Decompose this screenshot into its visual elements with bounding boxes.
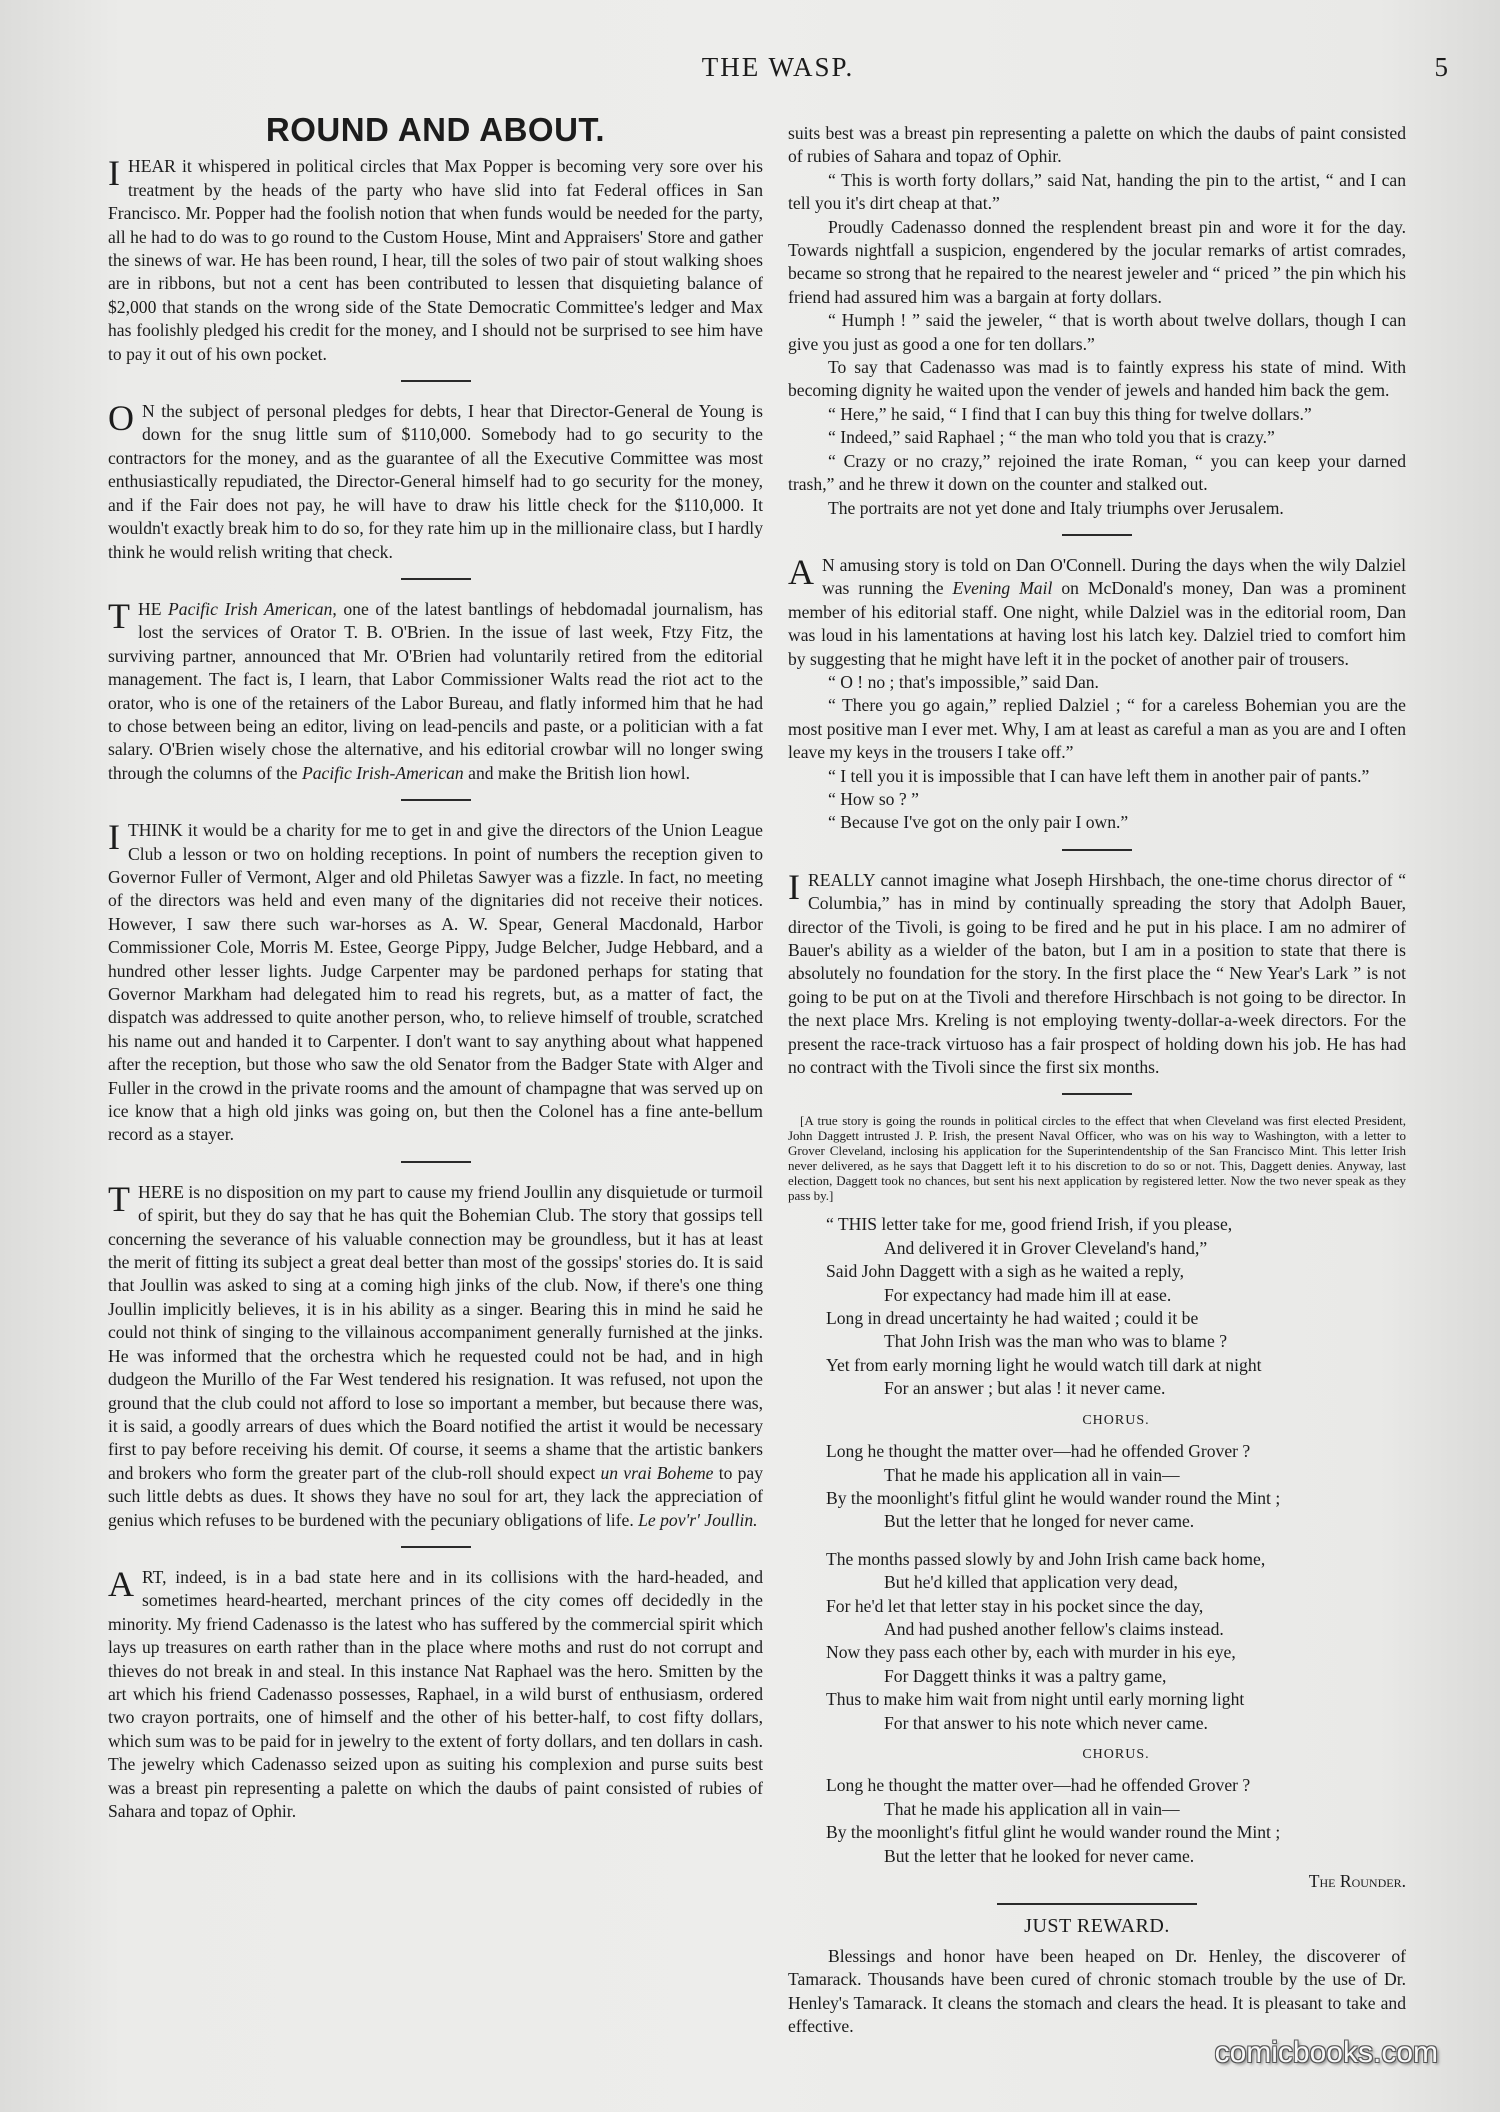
paragraph: The portraits are not yet done and Italy triumphs over Jerusalem. bbox=[828, 497, 1284, 518]
paragraph: “ How so ? ” bbox=[828, 788, 919, 809]
poem-note: [A true story is going the rounds in political circles to the effect that when Cleveland was first elected President, John Daggett intrusted J. P. Irish, the present Naval Officer, who was on his way to Washington, with a letter to Grover Cleveland, inclosing his application for the Superintendentship of the San Francisco Mint. This letter Irish never delivered, as he says that Daggett left it to his discretion to do so or not. This, Daggett denies. Anyway, last election, Daggett took no chances, but sent his next application by registered letter. Now the two never speak as they pass by.] bbox=[788, 1113, 1406, 1204]
item-hirshbach: IREALLY cannot imagine what Joseph Hirshbach, the one-time chorus director of “ Columbia,” has in mind by continually spreading the story that Adolph Bauer, director of the Tivoli, is going to be fired and he put in his place. I am no admirer of Bauer's ability as a wielder of the baton, but I am in a position to state that there is absolutely no foundation for the story. In the first place the “ New Year's Lark ” is not going to be put on at the Tivoli and therefore Hirschbach is not going to be director. In the next place Mrs. Kreling is not employing twenty-dollar-a-week directors. For the present the race-track virtuoso has a fair prospect of holding down his job. He has had no contract with the Tivoli since the first six months. bbox=[788, 866, 1406, 1078]
left-column bbox=[108, 111, 763, 1823]
poem-line: Thus to make him wait from night until early morning light bbox=[826, 1689, 1245, 1710]
chorus-label: CHORUS. bbox=[1082, 1412, 1150, 1428]
poem-line: Yet from early morning light he would watch till dark at night bbox=[826, 1354, 1262, 1375]
poem-line: Now they pass each other by, each with murder in his eye, bbox=[826, 1642, 1236, 1663]
poem-line: But he'd killed that application very dead, bbox=[884, 1572, 1178, 1593]
page-number: 5 bbox=[1434, 52, 1448, 82]
paragraph: “ O ! no ; that's impossible,” said Dan. bbox=[828, 671, 1099, 692]
poem-line: For expectancy had made him ill at ease. bbox=[884, 1284, 1172, 1305]
divider-rule bbox=[401, 380, 471, 382]
poem-line: For that answer to his note which never came. bbox=[884, 1712, 1208, 1733]
signature: The Rounder. bbox=[1308, 1871, 1406, 1891]
right-column bbox=[788, 122, 1406, 2038]
just-reward-title: JUST REWARD. bbox=[1024, 1915, 1170, 1938]
poem bbox=[826, 1213, 1406, 1868]
divider-rule bbox=[401, 1546, 471, 1548]
divider-rule bbox=[1062, 849, 1132, 851]
poem-line: Said John Daggett with a sigh as he waited a reply, bbox=[826, 1261, 1184, 1282]
paragraph: “ Humph ! ” said the jeweler, “ that is worth about twelve dollars, though I can give you just as good a one for ten dollars.” bbox=[788, 310, 1406, 354]
item-cadenasso: ART, indeed, is in a bad state here and in its collisions with the hard-headed, and sometimes heard-hearted, merchant princes of the city comes off decidedly in the minority. My friend Cadenasso is the latest who has suffered by the commercial spirit which lays up treasures on earth rather than in the place where moths and rust do not corrupt and thieves do not break in and steal. In this instance Nat Raphael was the hero. Smitten by the art which his friend Cadenasso possesses, Raphael, in a wild burst of enthusiasm, ordered two crayon portraits, one of himself and the other of his better-half, to cost fifty dollars, which sum was to be paid for in jewelry to the extent of forty dollars, and ten dollars in cash. The jewelry which Cadenasso seized upon as suiting his complexion and purse suits best was a breast pin representing a palette on which the daubs of paint consisted of rubies of Sahara and topaz of Ophir. bbox=[108, 1563, 763, 1821]
poem-line: But the letter that he longed for never came. bbox=[884, 1511, 1195, 1532]
item-oconnell: AN amusing story is told on Dan O'Connell. During the days when the wily Dalziel was running the Evening Mail on McDonald's money, Dan was a prominent member of his editorial staff. One night, while Dalziel was in the editorial room, Dan was loud in his lamentations at having lost his latch key. Dalziel tried to comfort him by suggesting that he might have left it in the pocket of another pair of trousers. bbox=[788, 551, 1406, 669]
paragraph: “ I tell you it is impossible that I can have left them in another pair of pants.” bbox=[828, 765, 1370, 786]
poem-line: For Daggett thinks it was a paltry game, bbox=[884, 1665, 1167, 1686]
poem-line: But the letter that he looked for never came. bbox=[884, 1845, 1195, 1866]
divider-rule bbox=[1062, 1093, 1132, 1095]
item-union-league: ITHINK it would be a charity for me to get in and give the directors of the Union League Club a lesson or two on holding receptions. In point of numbers the reception given to Governor Fuller of Vermont, Alger and old Philetas Sawyer was a fizzle. In fact, no meeting of the directors was held and even many of the dignitaries did not receive their notices. However, I saw there such war-horses as A. W. Spear, General Macdonald, Harbor Commissioner Cole, Morris M. Estee, George Pippy, Judge Belcher, Judge Hebbard, and a hundred other lesser lights. Judge Carpenter may be pardoned perhaps for stating that Governor Markham had delegated him to read his regrets, but, as a matter of fact, the dispatch was addressed to quite another person, who, to relieve himself of trouble, scratched his name out and handed it to Carpenter. I don't want to say anything about what happened after the reception, but those who saw the old Senator from the Badger State with Alger and Fuller in the crowd in the private rooms and the amount of champagne that was served up on ice know that a high old jinks was going on, but then the Colonel has a fine ante-bellum record as a stayer. bbox=[108, 817, 763, 1145]
paragraph: Proudly Cadenasso donned the resplendent breast pin and wore it for the day. Towards nightfall a suspicion, engendered by the jocular remarks of artist comrades, became so strong that he repaired to the nearest jeweler and “ priced ” the pin which his friend had assured him was a bargain at forty dollars. bbox=[788, 216, 1406, 307]
item-obrien: THE Pacific Irish American, one of the latest bantlings of hebdomadal journalism, has lost the services of Orator T. B. O'Brien. In the issue of last week, Ftzy Fitz, the surviving partner, announced that Mr. O'Brien had voluntarily retired from the editorial management. The fact is, I learn, that Labor Commissioner Walts read the riot act to the orator, who is one of the retainers of the Labor Bureau, and flatly informed him that he had to chose between being an editor, living on lead-pencils and paste, or a politician with a fat salary. O'Brien wisely chose the alternative, and his editorial crowbar will no longer swing through the columns of the Pacific Irish-American and make the British lion howl. bbox=[108, 595, 763, 783]
stanza-gap bbox=[826, 1534, 1406, 1548]
poem-line: And delivered it in Grover Cleveland's hand,” bbox=[884, 1237, 1208, 1258]
divider-rule bbox=[1062, 534, 1132, 536]
divider-rule bbox=[997, 1903, 1197, 1905]
section-title: ROUND AND ABOUT. bbox=[265, 111, 606, 148]
poem-line: The months passed slowly by and John Irish came back home, bbox=[826, 1548, 1266, 1569]
item-de-young: ON the subject of personal pledges for debts, I hear that Director-General de Young is down for the snug little sum of $110,000. Somebody had to go security to the contractors for the money, and as the guarantee of all the Executive Committee was most enthusiastically repudiated, the Director-General himself had to go security for the money, and if the Fair does not pay, he will have to draw his little check for the $110,000. It wouldn't exactly break him to do so, for they rate him up in the millionaire class, but I hardly think he would relish writing that check. bbox=[108, 398, 763, 562]
poem-line: By the moonlight's fitful glint he would wander round the Mint ; bbox=[826, 1822, 1281, 1843]
paragraph: “ Crazy or no crazy,” rejoined the irate Roman, “ you can keep your darned trash,” and he threw it down on the counter and stalked out. bbox=[788, 450, 1406, 495]
chorus-label: CHORUS. bbox=[1082, 1746, 1150, 1762]
divider-rule bbox=[401, 1161, 471, 1163]
poem-line: “ THIS letter take for me, good friend Irish, if you please, bbox=[826, 1214, 1233, 1235]
poem-line: That he made his application all in vain— bbox=[884, 1464, 1180, 1485]
cadenasso-continued: suits best was a breast pin representing a palette on which the daubs of paint consisted of rubies of Sahara and topaz of Ophir. bbox=[788, 123, 1406, 167]
poem-line: That John Irish was the man who was to blame ? bbox=[884, 1331, 1228, 1352]
paragraph: “ Here,” he said, “ I find that I can buy this thing for twelve dollars.” bbox=[828, 403, 1312, 424]
paragraph: “ Indeed,” said Raphael ; “ the man who told you that is crazy.” bbox=[828, 427, 1275, 448]
divider-rule bbox=[401, 578, 471, 580]
poem-line: And had pushed another fellow's claims instead. bbox=[884, 1618, 1224, 1639]
divider-rule bbox=[401, 799, 471, 801]
poem-line: For an answer ; but alas ! it never came. bbox=[884, 1378, 1166, 1399]
watermark-logo: comicbooks.com bbox=[1214, 2036, 1438, 2069]
poem-line: By the moonlight's fitful glint he would wander round the Mint ; bbox=[826, 1487, 1281, 1508]
paragraph: “ Because I've got on the only pair I own.” bbox=[828, 812, 1129, 833]
paragraph: “ This is worth forty dollars,” said Nat, handing the pin to the artist, “ and I can tell you it's dirt cheap at that.” bbox=[788, 169, 1406, 214]
poem-line: Long he thought the matter over—had he offended Grover ? bbox=[826, 1441, 1251, 1462]
poem-line: Long in dread uncertainty he had waited ; could it be bbox=[826, 1308, 1199, 1329]
paragraph: “ There you go again,” replied Dalziel ; “ for a careless Bohemian you are the most positive man I ever met. Why, I am at least as careful a man as you are and I often leave my keys in the trousers I take off.” bbox=[788, 695, 1406, 763]
just-reward-text: Blessings and honor have been heaped on Dr. Henley, the discoverer of Tamarack. Thousands have been cured of chronic stomach trouble by the use of Dr. Henley's Tamarack. It cleans the stomach and clears the head. It is pleasant to take and effective. bbox=[788, 1945, 1406, 2037]
poem-line: That he made his application all in vain— bbox=[884, 1798, 1180, 1819]
running-head bbox=[108, 52, 1448, 92]
item-popper: IHEAR it whispered in political circles that Max Popper is becoming very sore over his treatment by the heads of the party who have slid into fat Federal offices in San Francisco. Mr. Popper had the foolish notion that when funds would be needed for the party, all he had to do was to go round to the Custom House, Mint and Appraisers' Store and gather the sinews of war. He has been round, I hear, till the soles of two pair of stout walking shoes are in ribbons, but not a cent has been contributed to lessen that disquieting balance of $2,000 that stands on the wrong side of the State Democratic Committee's ledger and Max has foolishly pledged his credit for the money, and I should not be surprised to see him have to pay it out of his own pocket. bbox=[108, 153, 763, 364]
poem-line: Long he thought the matter over—had he offended Grover ? bbox=[826, 1775, 1251, 1796]
item-joullin: THERE is no disposition on my part to cause my friend Joullin any disquietude or turmoil of spirit, but they do say that he has quit the Bohemian Club. The story that gossips tell concerning the severance of his valuable connection may be groundless, but it has at least the merit of fitting its subject a great deal better than most of the gossips' stories do. It is said that Joullin was asked to sing at a coming high jinks of the club. Now, if there's one thing Joullin implicitly believes, it is in his ability as a singer. Bearing this in mind he said he could not think of singing to the villainous accompaniment generally furnished at the jinks. He was informed that the orchestra which he requested could not be had, and in high dudgeon the Murillo of the Far West tendered his resignation. It was refused, not upon the ground that the club could not afford to lose so important a member, but because there was, it is said, a goodly arrears of dues which the Board notified the artist it would be necessary first to pay before receiving his demit. Of course, it seems a shame that the artistic bankers and brokers who form the greater part of the club-roll should expect un vrai Boheme to pay such little debts as dues. It shows they have no soul for art, they lack the appreciation of genius which refuses to be burdened with the pecuniary obligations of life. Le pov'r' Joullin. bbox=[108, 1178, 763, 1530]
running-title: THE WASP. bbox=[701, 52, 855, 82]
paragraph: To say that Cadenasso was mad is to faintly express his state of mind. With becoming dignity he waited upon the vender of jewels and handed him back the gem. bbox=[788, 357, 1406, 401]
poem-line: For he'd let that letter stay in his pocket since the day, bbox=[826, 1595, 1204, 1616]
